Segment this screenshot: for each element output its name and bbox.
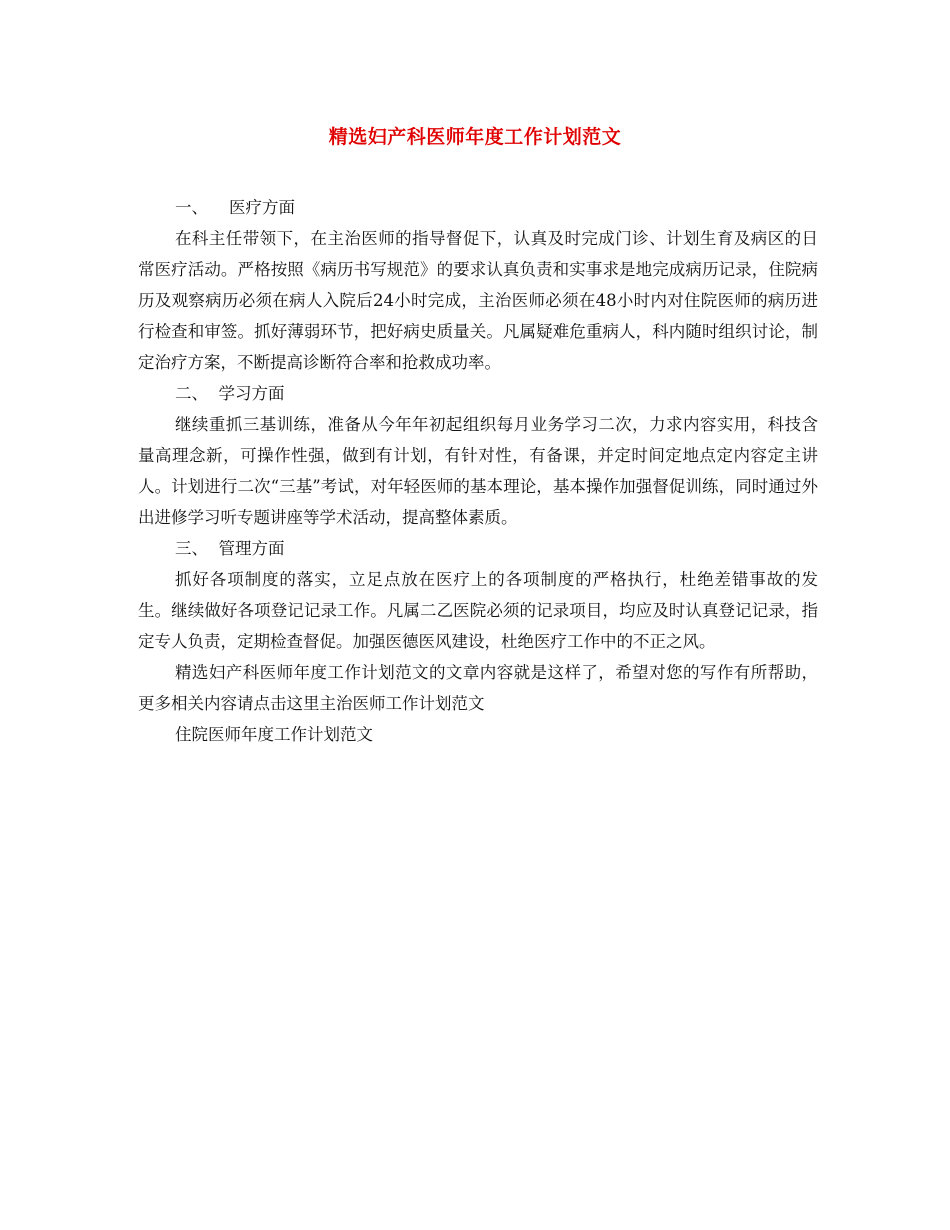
section-heading-medical: 一、 医疗方面 xyxy=(175,198,295,217)
section-heading-study: 二、 学习方面 xyxy=(175,384,285,403)
section-paragraph-study: 继续重抓三基训练，准备从今年年初起组织每月业务学习二次，力求内容实用，科技含量高理念新，可操作性强，做到有计划，有针对性，有备课，并定时间定地点定内容定主讲人。计划进行二次“三基”考试，对年轻医师的基本理论，基本操作加强督促训练，同时通过外出进修学习听专题讲座等学术活动，提高整体素质。 xyxy=(138,415,818,527)
document-body xyxy=(138,192,818,750)
document-title: 精选妇产科医师年度工作计划范文 xyxy=(328,126,622,148)
related-article-link[interactable]: 住院医师年度工作计划范文 xyxy=(175,725,373,744)
closing-paragraph: 精选妇产科医师年度工作计划范文的文章内容就是这样了，希望对您的写作有所帮助，更多相关内容请点击这里主治医师工作计划范文 xyxy=(138,663,818,713)
section-heading-management: 三、 管理方面 xyxy=(175,539,285,558)
section-paragraph-management: 抓好各项制度的落实，立足点放在医疗上的各项制度的严格执行，杜绝差错事故的发生。继续做好各项登记记录工作。凡属二乙医院必须的记录项目，均应及时认真登记记录，指定专人负责，定期检查督促。加强医德医风建设，杜绝医疗工作中的不正之风。 xyxy=(138,570,818,651)
section-paragraph-medical: 在科主任带领下，在主治医师的指导督促下，认真及时完成门诊、计划生育及病区的日常医疗活动。严格按照《病历书写规范》的要求认真负责和实事求是地完成病历记录，住院病历及观察病历必须在病人入院后24小时完成，主治医师必须在48小时内对住院医师的病历进行检查和审签。抓好薄弱环节，把好病史质量关。凡属疑难危重病人，科内随时组织讨论，制定治疗方案，不断提高诊断符合率和抢救成功率。 xyxy=(138,229,818,372)
